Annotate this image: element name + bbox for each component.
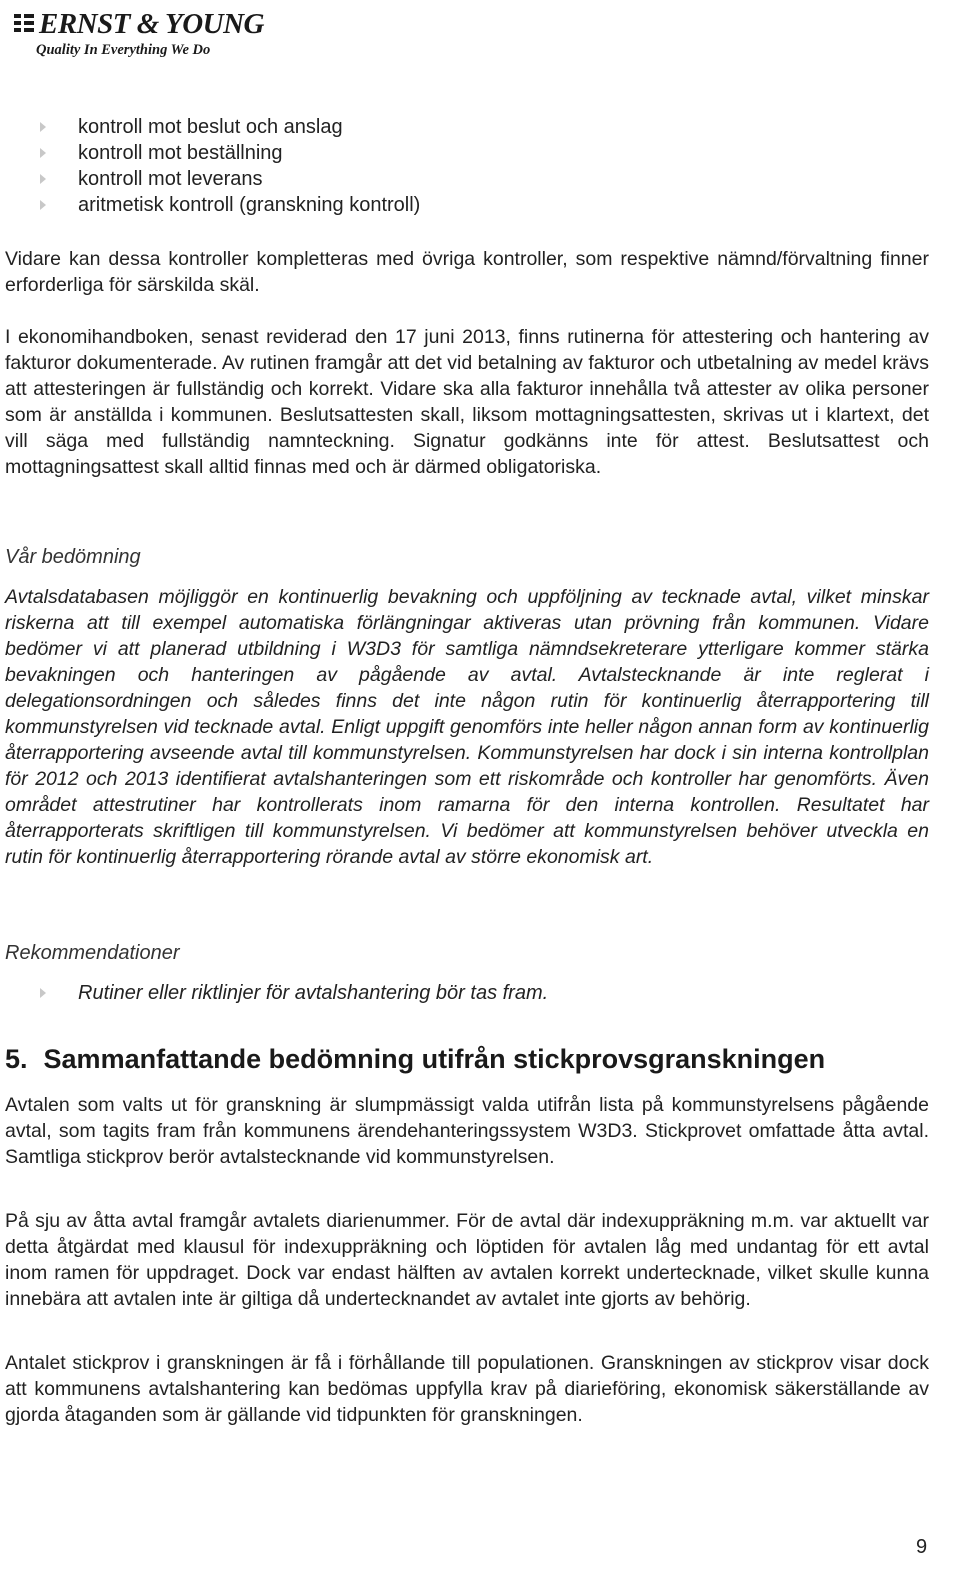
- recommendation-item: [40, 980, 548, 1006]
- assessment-text: Avtalsdatabasen möjliggör en kontinuerlig bevakning och uppföljning av tecknade avtal, vilket minskar riskerna att till exempel automatiska förlängningar aktiveras utan prövning från kommunen. Vidare bedömer vi att planerad utbildning i W3D3 för samtliga nämndsekreterare ytterligare kommer stärka bevakningen och hanteringen av pågående av avtal. Avtalstecknande är inte reglerat i delegationsordningen och således finns det inte någon rutin för kontinuerlig återrapportering till kommunstyrelsen vid tecknade avtal. Enligt uppgift genomförs inte heller någon annan form av kontinuerlig återrapportering avseende avtal till kommunstyrelsen. Kommunstyrelsen har dock i sin interna kontrollplan för 2012 och 2013 identifierat avtalshanteringen som ett riskområde och kontroller har genomförts. Även området attestrutiner har kontrollerats inom ramarna för den interna kontrollen. Resultatet har återrapporterats skriftligen till kommunstyrelsen. Vi bedömer att kommunstyrelsen behöver utveckla en rutin för kontinuerlig återrapportering rörande avtal av större ekonomisk art.: [5, 586, 929, 868]
- triangle-bullet-icon: [40, 122, 46, 132]
- page-number: 9: [916, 1536, 928, 1558]
- triangle-bullet-icon: [40, 200, 46, 210]
- list-item-text: kontroll mot beställning: [78, 141, 283, 164]
- ey-logo-icon: [12, 11, 36, 37]
- list-item: [40, 192, 420, 218]
- logo-tagline: Quality In Everything We Do: [36, 42, 211, 58]
- recommendation-text: Rutiner eller riktlinjer för avtalshantering bör tas fram.: [78, 981, 549, 1004]
- assessment-heading: Vår bedömning: [5, 546, 141, 568]
- triangle-bullet-icon: [40, 988, 46, 998]
- list-item: [40, 140, 420, 166]
- control-list: [40, 114, 420, 218]
- paragraph-additional-controls: Vidare kan dessa kontroller kompletteras med övriga kontroller, som respektive nämnd/förvaltning finner erforderliga för särskilda skäl.: [5, 248, 929, 296]
- list-item-text: kontroll mot beslut och anslag: [78, 115, 343, 138]
- triangle-bullet-icon: [40, 148, 46, 158]
- list-item: [40, 114, 420, 140]
- list-item-text: aritmetisk kontroll (granskning kontroll): [78, 193, 421, 216]
- section-paragraph: Avtalen som valts ut för granskning är slumpmässigt valda utifrån lista på kommunstyrelsens pågående avtal, som tagits fram från kommunens ärendehanteringssystem W3D3. Stickprovet omfattade åtta avtal. Samtliga stickprov berör avtalstecknande vid kommunstyrelsen.: [5, 1094, 929, 1168]
- list-item-text: kontroll mot leverans: [78, 167, 263, 190]
- company-logo: [12, 8, 264, 59]
- section-heading: [5, 1044, 825, 1075]
- section-title: Sammanfattande bedömning utifrån stickprovsgranskningen: [43, 1044, 826, 1074]
- triangle-bullet-icon: [40, 174, 46, 184]
- section-paragraph: På sju av åtta avtal framgår avtalets diarienummer. För de avtal där indexuppräkning m.m. var aktuellt var detta åtgärdat med klausul för indexuppräkning och löptiden för avtalen låg med undantag för ett avtal inom ramen för uppdraget. Dock var endast hälften av avtalen korrekt undertecknade, vilket skulle kunna innebära att avtalen inte är giltiga då undertecknandet av avtalet inte gjorts av behörig.: [5, 1210, 929, 1310]
- list-item: [40, 166, 420, 192]
- logo-text: ERNST & YOUNG: [39, 8, 264, 40]
- section-number: 5.: [5, 1044, 28, 1074]
- recommendations-heading: Rekommendationer: [5, 942, 180, 964]
- section-paragraph: Antalet stickprov i granskningen är få i förhållande till populationen. Granskningen av stickprov visar dock att kommunens avtalshantering kan bedömas uppfylla krav på diarieföring, ekonomisk säkerställande av gjorda åtaganden som är gällande vid tidpunkten för granskningen.: [5, 1352, 929, 1426]
- paragraph-economy-handbook: I ekonomihandboken, senast reviderad den 17 juni 2013, finns rutinerna för attestering och hantering av fakturor dokumenterade. Av rutinen framgår att det vid betalning av fakturor och utbetalning av medel krävs att attesteringen är fullständig och korrekt. Vidare ska alla fakturor innehålla två attester av olika personer som är anställda i kommunen. Beslutsattesten skall, liksom mottagningsattesten, skrivas ut i klartext, det vill säga med fullständig namnteckning. Signatur godkänns inte för attest. Beslutsattest och mottagningsattest skall alltid finnas med och är därmed obligatoriska.: [5, 326, 929, 478]
